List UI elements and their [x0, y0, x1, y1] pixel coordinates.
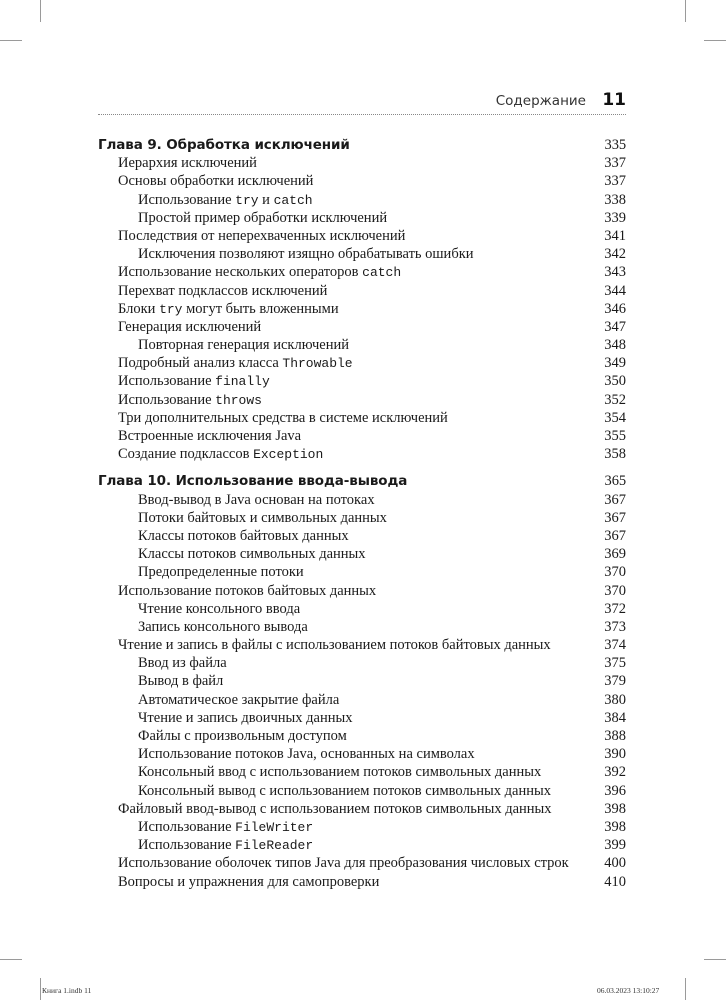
title-text: Три дополнительных средства в системе исключений: [118, 409, 448, 426]
code-term: Exception: [253, 447, 324, 463]
toc-page-number: 398: [604, 800, 626, 817]
toc-entry: [98, 300, 626, 318]
toc-entry-title: [118, 409, 448, 427]
crop-mark-bottom-right: [685, 978, 686, 1000]
title-text: Использование оболочек типов Java для преобразования числовых строк: [118, 855, 569, 872]
toc-entry-title: [138, 818, 313, 837]
title-text: Вопросы и упражнения для самопроверки: [118, 873, 380, 890]
toc-entry-title: [138, 491, 375, 509]
toc-entry-title: [118, 227, 405, 245]
toc-entry: [98, 154, 626, 172]
title-text: Основы обработки исключений: [118, 173, 314, 190]
toc-page-number: 358: [604, 446, 626, 463]
toc-page-number: 373: [604, 618, 626, 635]
toc-entry: [98, 745, 626, 763]
toc-page-number: 410: [604, 873, 626, 890]
toc-entry: [98, 691, 626, 709]
title-text: Простой пример обработки исключений: [138, 209, 388, 226]
toc-entry: [98, 873, 626, 891]
toc-entry-title: [138, 336, 349, 354]
title-text: Перехват подклассов исключений: [118, 282, 328, 299]
toc-entry-title: [118, 263, 401, 282]
toc-entry-title: [138, 836, 313, 855]
title-text: Использование: [118, 373, 216, 390]
toc-page-number: 352: [604, 391, 626, 408]
title-text: Глава 9. Обработка исключений: [98, 137, 350, 153]
toc-page-number: 342: [604, 246, 626, 263]
title-text: Подробный анализ класса: [118, 355, 283, 372]
toc-entry-title: [138, 545, 366, 563]
toc-entry-title: [98, 472, 407, 490]
toc-page-number: 384: [604, 709, 626, 726]
toc-page-number: 369: [604, 546, 626, 563]
title-text: Повторная генерация исключений: [138, 337, 349, 354]
crop-mark-left-bottom: [0, 959, 22, 960]
toc-entry-title: [138, 245, 474, 263]
code-term: FileReader: [235, 838, 314, 854]
code-term: try: [235, 192, 259, 208]
toc-entry-title: [138, 191, 313, 210]
title-text: Ввод-вывод в Java основан на потоках: [138, 491, 375, 508]
toc-entry-title: [118, 354, 353, 373]
toc-entry-title: [138, 691, 339, 709]
toc-entry: [98, 191, 626, 209]
toc-entry-title: [118, 318, 261, 336]
toc-entry: [98, 245, 626, 263]
title-text: могут быть вложенными: [182, 300, 339, 317]
toc-entry: [98, 545, 626, 563]
toc-entry: [98, 354, 626, 372]
toc-entry: [98, 263, 626, 281]
toc-entry-title: [118, 391, 262, 410]
title-text: Ввод из файла: [138, 655, 227, 672]
toc-entry-title: [118, 873, 379, 891]
title-text: Использование нескольких операторов: [118, 264, 363, 281]
toc-entry-title: [138, 209, 387, 227]
toc-page-number: 380: [604, 691, 626, 708]
toc-page-number: 367: [604, 491, 626, 508]
toc-page-number: 400: [604, 855, 626, 872]
code-term: finally: [215, 374, 270, 390]
toc-entry: [98, 491, 626, 509]
code-term: try: [159, 301, 183, 317]
title-text: Встроенные исключения Java: [118, 428, 302, 444]
toc-entry: [98, 582, 626, 600]
toc-page-number: 343: [604, 264, 626, 281]
toc-page-number: 339: [604, 209, 626, 226]
title-text: Потоки байтовых и символьных данных: [138, 509, 387, 526]
title-text: Использование потоков Java, основанных на символах: [138, 746, 475, 763]
title-text: Запись консольного вывода: [138, 618, 308, 635]
toc-page-number: 337: [604, 173, 626, 190]
toc-entry: [98, 282, 626, 300]
toc-entry-title: [138, 672, 223, 690]
code-term: throws: [215, 392, 262, 408]
toc-chapter-entry: [98, 136, 626, 154]
title-text: Использование: [138, 837, 236, 854]
title-text: Классы потоков байтовых данных: [138, 527, 349, 544]
toc-page-number: 398: [604, 818, 626, 835]
toc-page-number: 349: [604, 355, 626, 372]
toc-entry-title: [138, 745, 475, 763]
toc-entry: [98, 527, 626, 545]
crop-mark-right-bottom: [704, 959, 726, 960]
title-text: Консольный вывод с использованием потоков символьных данных: [138, 782, 551, 799]
toc-entry-title: [138, 527, 349, 545]
toc-entry-title: [138, 709, 352, 727]
toc-entry: [98, 509, 626, 527]
header-page-number: 11: [602, 90, 626, 110]
toc-entry: [98, 336, 626, 354]
toc-page-number: 347: [604, 318, 626, 335]
toc-entry: [98, 563, 626, 581]
title-text: Исключения позволяют изящно обрабатывать ошибки: [138, 246, 474, 263]
toc-entry-title: [138, 563, 304, 581]
toc-page-number: 370: [604, 564, 626, 581]
toc-entry-title: [118, 154, 257, 172]
crop-mark-bottom-left: [40, 978, 41, 1000]
toc-entry: [98, 227, 626, 245]
running-header: [98, 90, 626, 110]
toc-page-number: 379: [604, 673, 626, 690]
toc-entry-title: [118, 854, 569, 872]
title-text: Файловый ввод-вывод с использованием потоков символьных данных: [118, 800, 552, 817]
toc-page-number: 388: [604, 728, 626, 744]
toc-entry-title: [118, 582, 376, 600]
title-text: Генерация исключений: [118, 318, 262, 335]
header-section-title: Содержание: [495, 93, 586, 109]
toc-page-number: 354: [604, 409, 626, 426]
code-term: catch: [362, 265, 402, 281]
title-text: Использование: [138, 818, 236, 835]
title-text: Иерархия исключений: [118, 155, 257, 172]
toc-page-number: 344: [604, 282, 626, 299]
crop-mark-top-left: [40, 0, 41, 22]
toc-entry-title: [118, 372, 270, 391]
toc-page-number: 355: [604, 428, 626, 444]
toc-entry-title: [138, 782, 551, 800]
title-text: Использование потоков байтовых данных: [118, 582, 377, 599]
code-term: FileWriter: [235, 819, 314, 835]
toc-entry-title: [138, 509, 387, 527]
toc-page-number: 338: [604, 191, 626, 208]
toc-entry: [98, 600, 626, 618]
title-text: Использование: [118, 391, 216, 408]
toc-entry: [98, 800, 626, 818]
toc-page-number: 392: [604, 764, 626, 781]
footer-timestamp: 06.03.2023 13:10:27: [597, 986, 660, 995]
title-text: Последствия от неперехваченных исключений: [118, 227, 406, 244]
toc-page-number: 372: [604, 600, 626, 617]
toc-page-number: 341: [604, 227, 626, 244]
toc-page-number: 390: [604, 746, 626, 763]
code-term: Throwable: [282, 356, 353, 372]
toc-page-number: 350: [604, 373, 626, 390]
title-text: Вывод в файл: [138, 673, 224, 690]
toc-entry: [98, 445, 626, 463]
toc-page-number: 365: [604, 473, 626, 490]
title-text: Чтение и запись двоичных данных: [138, 709, 353, 726]
toc-entry: [98, 854, 626, 872]
toc-entry: [98, 654, 626, 672]
toc-entry-title: [138, 618, 308, 636]
title-text: Автоматическое закрытие файла: [138, 691, 340, 708]
toc-page-number: 348: [604, 337, 626, 354]
title-text: Использование: [138, 191, 236, 208]
title-text: Блоки: [118, 300, 160, 317]
toc-page-number: 346: [604, 300, 626, 317]
toc-entry-title: [138, 763, 541, 781]
header-dotted-rule: [98, 114, 626, 115]
toc-entry: [98, 672, 626, 690]
title-text: Классы потоков символьных данных: [138, 546, 366, 563]
toc-page-number: 367: [604, 509, 626, 526]
crop-mark-top-right: [685, 0, 686, 22]
toc-page-number: 370: [604, 582, 626, 599]
toc-entry: [98, 782, 626, 800]
toc-entry: [98, 409, 626, 427]
table-of-contents: [98, 136, 626, 891]
toc-entry: [98, 818, 626, 836]
toc-page-number: 375: [604, 655, 626, 672]
toc-entry: [98, 709, 626, 727]
toc-entry: [98, 391, 626, 409]
toc-entry-title: [138, 727, 347, 745]
title-text: Глава 10. Использование ввода-вывода: [98, 473, 408, 490]
toc-page-number: 337: [604, 155, 626, 172]
title-text: Консольный ввод с использованием потоков символьных данных: [138, 764, 542, 781]
crop-mark-left-top: [0, 40, 22, 41]
toc-entry: [98, 209, 626, 227]
toc-entry-title: [118, 300, 339, 319]
toc-entry-title: [118, 636, 551, 654]
toc-entry: [98, 836, 626, 854]
toc-entry-title: [118, 427, 301, 445]
code-term: catch: [273, 192, 313, 208]
title-text: и: [258, 191, 274, 208]
toc-entry: [98, 763, 626, 781]
title-text: Чтение и запись в файлы с использованием потоков байтовых данных: [118, 637, 551, 654]
toc-entry: [98, 727, 626, 745]
title-text: Предопределенные потоки: [138, 564, 304, 581]
toc-entry: [98, 372, 626, 390]
toc-entry-title: [118, 445, 323, 464]
footer-file-info: Книга 1.indb 11: [42, 986, 92, 995]
toc-entry: [98, 618, 626, 636]
toc-entry: [98, 318, 626, 336]
toc-entry-title: [118, 172, 313, 190]
toc-entry-title: [118, 800, 552, 818]
toc-entry: [98, 172, 626, 190]
toc-page-number: 335: [604, 137, 626, 153]
toc-entry: [98, 636, 626, 654]
toc-page-number: 399: [604, 837, 626, 854]
toc-entry-title: [98, 136, 350, 154]
toc-page-number: 374: [604, 637, 626, 654]
toc-page-number: 367: [604, 527, 626, 544]
toc-page-number: 396: [604, 782, 626, 799]
toc-entry-title: [138, 600, 300, 618]
toc-entry-title: [138, 654, 227, 672]
title-text: Чтение консольного ввода: [138, 600, 301, 617]
toc-entry: [98, 427, 626, 445]
toc-chapter-entry: [98, 472, 626, 490]
title-text: Файлы с произвольным доступом: [138, 728, 347, 744]
toc-entry-title: [118, 282, 327, 300]
crop-mark-right-top: [704, 40, 726, 41]
title-text: Создание подклассов: [118, 446, 254, 463]
